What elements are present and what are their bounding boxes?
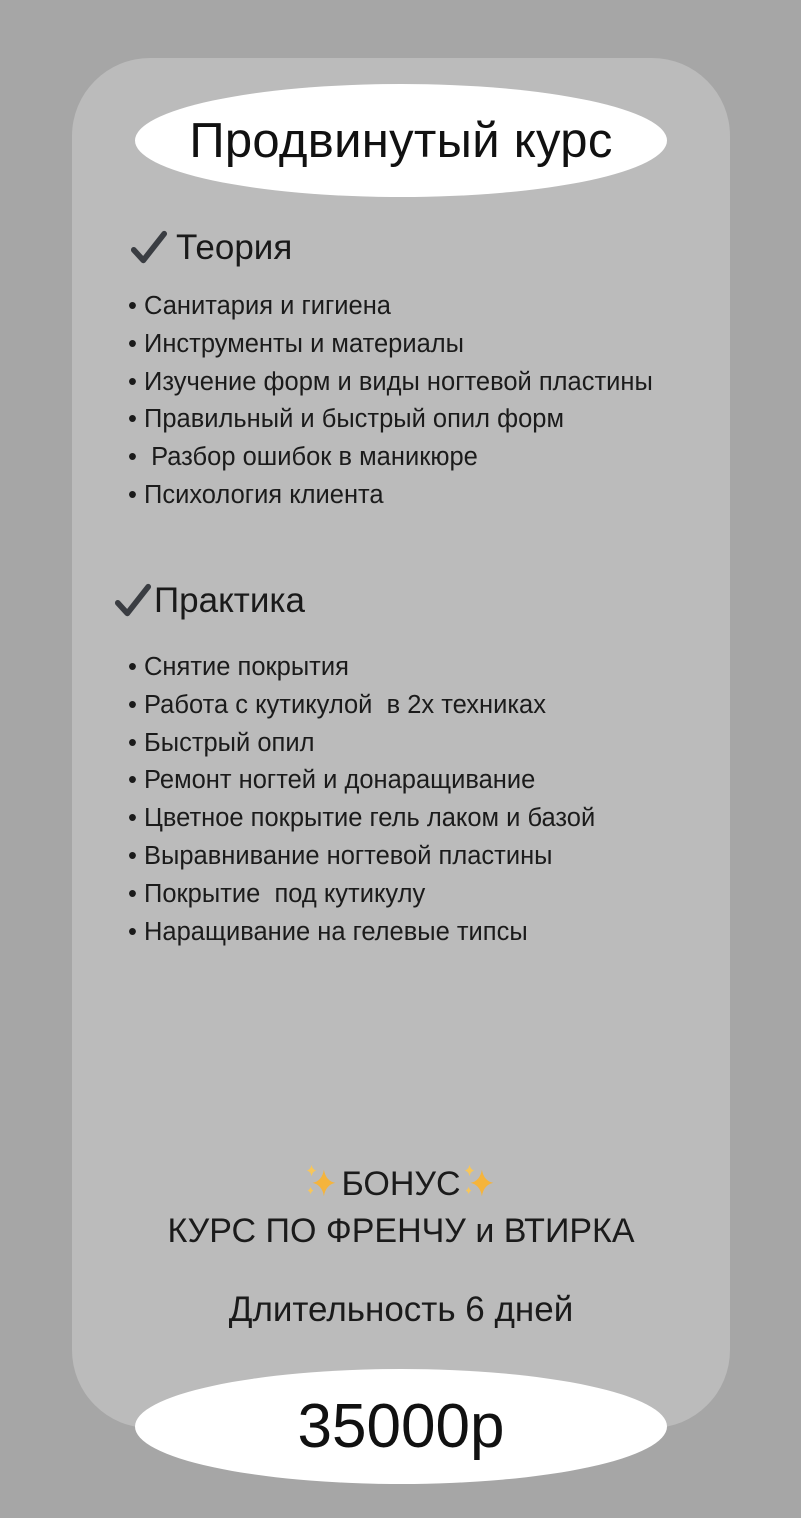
bonus-text: КУРС ПО ФРЕНЧУ и ВТИРКА: [167, 1212, 635, 1250]
list-item: • Покрытие под кутикулу: [128, 879, 426, 908]
list-item: • Ремонт ногтей и донаращивание: [128, 766, 536, 795]
practice-list: [128, 649, 595, 951]
sparkles-icon: [303, 1162, 341, 1200]
list-item: • Быстрый опил: [128, 728, 315, 757]
list-item: • Выравнивание ногтевой пластины: [128, 841, 553, 870]
list-item: • Психология клиента: [128, 480, 384, 509]
list-item: • Инструменты и материалы: [128, 329, 464, 358]
practice-heading: [114, 578, 305, 624]
list-item: • Правильный и быстрый опил форм: [128, 405, 565, 434]
list-item: • Цветное покрытие гель лаком и базой: [128, 804, 596, 833]
theory-list: [128, 288, 653, 515]
bonus-label: БОНУС: [341, 1165, 461, 1203]
list-item: • Изучение форм и виды ногтевой пластины: [128, 367, 653, 396]
title-pill: [135, 84, 667, 197]
check-mark-icon: [130, 229, 168, 267]
list-item: • Работа с кутикулой в 2х техниках: [128, 690, 546, 719]
list-item: • Санитария и гигиена: [128, 292, 391, 320]
list-item: • Снятие покрытия: [128, 653, 349, 681]
course-duration: Длительность 6 дней: [228, 1290, 574, 1329]
sparkles-icon: [461, 1162, 499, 1200]
course-price: 35000р: [297, 1392, 505, 1461]
list-item: • Наращивание на гелевые типсы: [128, 917, 528, 946]
list-item: • Разбор ошибок в маникюре: [128, 443, 478, 472]
practice-heading-label: Практика: [154, 581, 305, 620]
course-title: Продвинутый курс: [189, 113, 613, 168]
theory-heading: [130, 225, 292, 271]
bonus-heading: [72, 1162, 730, 1204]
check-mark-icon: [114, 582, 152, 620]
price-pill: [135, 1369, 667, 1484]
theory-heading-label: Теория: [176, 228, 293, 267]
